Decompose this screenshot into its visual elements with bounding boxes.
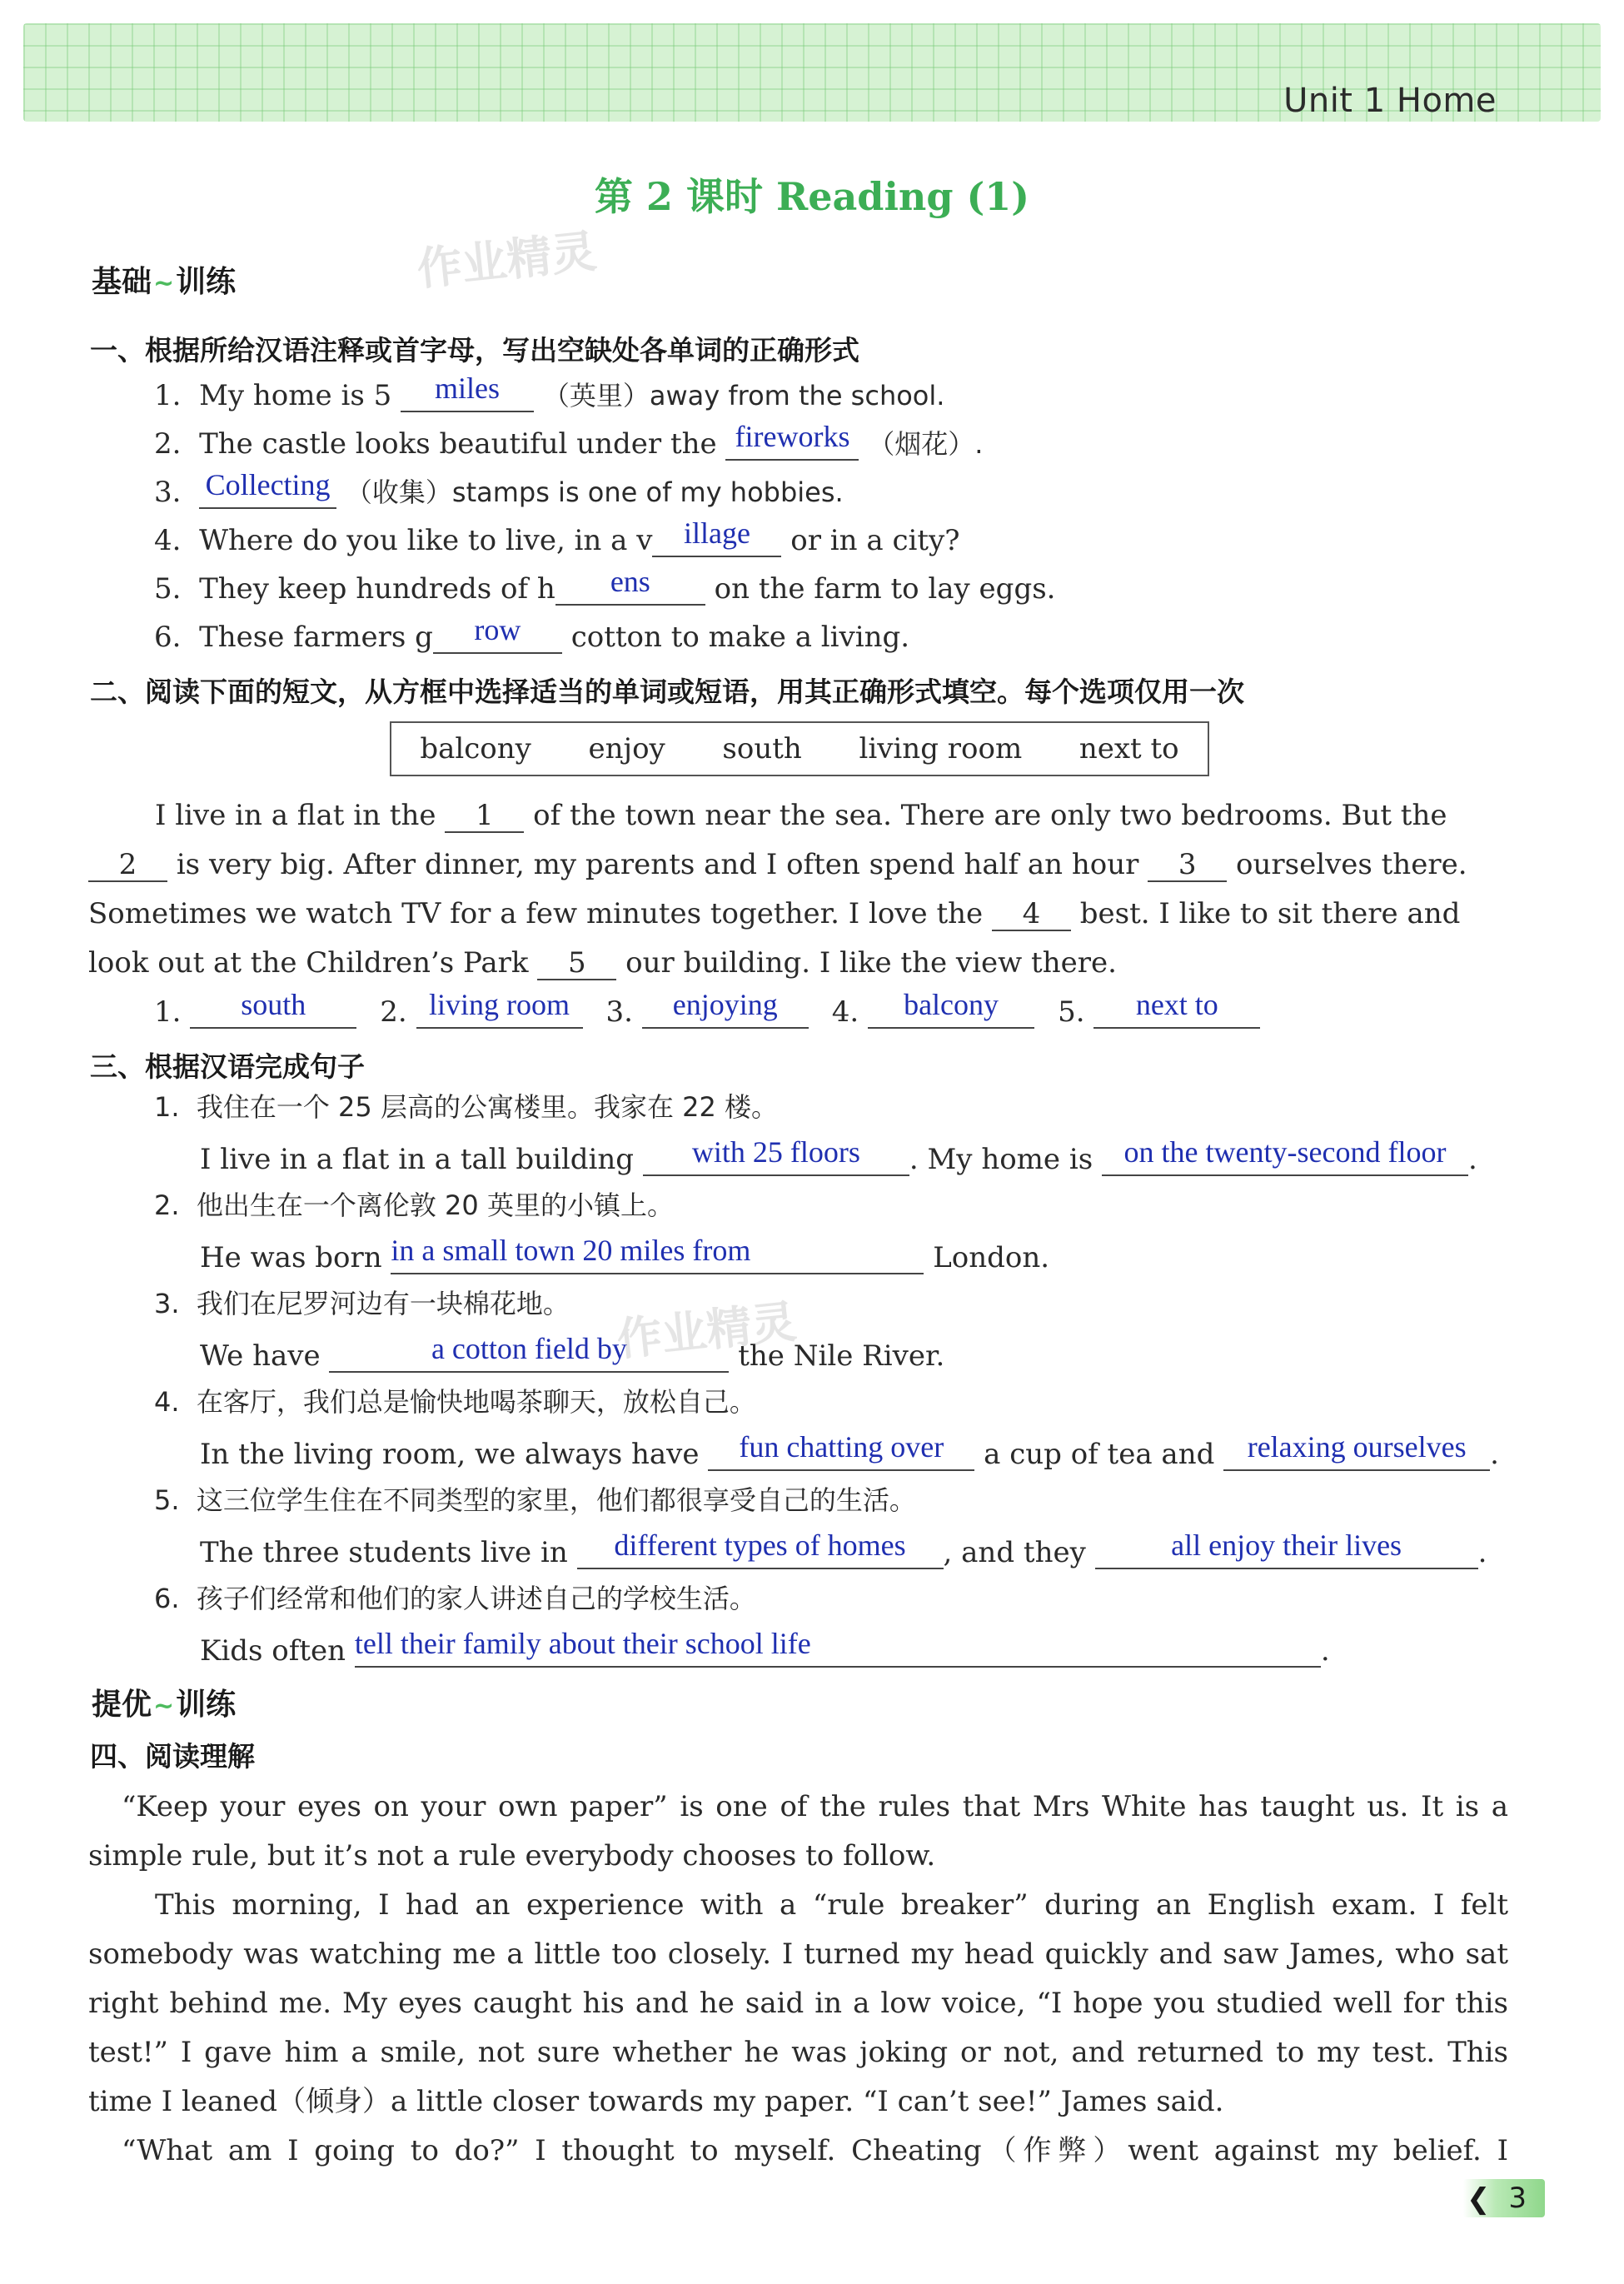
cloze-passage: I live in a flat in the 1 of the town near the sea. There are only two bedrooms. But the 2 is very big. After dinner, my parents and I often spend half an hour 3 ourselves there. Sometimes we watch TV for a few minutes together. I love the 4 best. I like to sit there and look out at the Children’s Park 5 our building. I like the view there. [88,799,1467,980]
answer-blank[interactable]: with 25 floors [643,1143,909,1176]
passage-line: simple rule, but it’s not a rule everybody chooses to follow. [88,1839,936,1873]
answer-blank[interactable]: miles [401,379,534,412]
reading-passage [88,1783,1508,2176]
answer-blank[interactable]: tell their family about their school life [355,1634,1321,1668]
part3-item-5-zh: 5. 这三位学生住在不同类型的家里，他们都很享受自己的生活。 [154,1484,916,1516]
basic-training-label: 基础~训练 [92,265,237,299]
answer-blank[interactable]: ens [555,572,705,606]
cloze-blank-5: 5 [537,947,616,980]
part1-item-6: 6. These farmers g row cotton to make a living. [154,613,910,654]
part2-heading: 二、阅读下面的短文，从方框中选择适当的单词或短语，用其正确形式填空。每个选项仅用一次 [90,676,1244,708]
passage-line: This morning, I had an experience with a “rule breaker” during an English exam. I felt [155,1888,1508,1922]
box-word: living room [859,732,1023,765]
part1-item-1: 1. My home is 5 miles （英里）away from the school. [154,372,945,412]
part3-item-3-en: We have a cotton field by the Nile River. [200,1332,945,1373]
answer-blank[interactable]: a cotton field by [329,1339,729,1373]
passage-line: time I leaned（倾身）a little closer towards my paper. “I can’t see!” James said. [88,2085,1224,2118]
unit-title: Unit 1 Home [1283,82,1497,120]
part3-item-6-en: Kids often tell their family about their school life . [200,1627,1330,1668]
answer-blank[interactable]: in a small town 20 miles from [391,1241,924,1274]
part1-heading: 一、根据所给汉语注释或首字母，写出空缺处各单词的正确形式 [90,334,859,367]
answer-blank[interactable]: row [433,621,562,654]
part3-item-1-zh: 1. 我住在一个 25 层高的公寓楼里。我家在 22 楼。 [154,1091,779,1123]
passage-line: test!” I gave him a smile, not sure whether he was joking or not, and returned to my test. This [88,2036,1508,2069]
box-word: next to [1079,732,1179,765]
watermark: 作业精灵 [614,1294,800,1367]
advanced-training-label: 提优~训练 [92,1688,237,1722]
part1-item-2: 2. The castle looks beautiful under the fireworks （烟花）. [154,420,984,461]
word-box [390,721,1209,776]
part3-item-2-en: He was born in a small town 20 miles from London. [200,1234,1050,1274]
answer-blank[interactable]: illage [652,524,781,557]
chevron-left-icon: ❮ [1467,2182,1491,2216]
cloze-blank-1: 1 [445,800,524,833]
answer-blank[interactable]: on the twenty-second floor [1102,1143,1468,1176]
answer-blank[interactable]: Collecting [199,476,336,509]
answer-blank[interactable]: south [190,995,356,1029]
page-number: 3 [1508,2182,1527,2215]
part3-heading: 三、根据汉语完成句子 [90,1050,365,1083]
box-word: south [722,732,802,765]
cloze-blank-3: 3 [1148,849,1227,882]
squiggle-icon: ~ [153,1692,175,1721]
part3-item-6-zh: 6. 孩子们经常和他们的家人讲述自己的学校生活。 [154,1583,756,1614]
answer-blank[interactable]: next to [1093,995,1260,1029]
watermark: 作业精灵 [414,224,600,297]
lesson-title: 第 2 课时 Reading (1) [594,174,1030,219]
answer-blank[interactable]: fun chatting over [708,1438,974,1471]
part3-item-4-en: In the living room, we always have fun chatting over a cup of tea and relaxing ourselves . [200,1430,1499,1471]
passage-line: right behind me. My eyes caught his and he said in a low voice, “I hope you studied well for this [88,1987,1508,2020]
cloze-blank-2: 2 [88,849,167,882]
cloze-blank-4: 4 [992,898,1071,931]
answer-blank[interactable]: balcony [868,995,1034,1029]
passage-line: “What am I going to do?” I thought to myself. Cheating（作弊）went against my belief. I [122,2134,1508,2167]
part3-item-3-zh: 3. 我们在尼罗河边有一块棉花地。 [154,1288,570,1319]
answer-blank[interactable]: enjoying [642,995,809,1029]
passage-line: somebody was watching me a little too closely. I turned my head quickly and saw James, who sat [88,1937,1508,1971]
part3-item-1-en: I live in a flat in a tall building with 25 floors . My home is on the twenty-second floor . [200,1135,1477,1176]
part3-item-4-zh: 4. 在客厅，我们总是愉快地喝茶聊天，放松自己。 [154,1386,756,1418]
squiggle-icon: ~ [153,269,175,298]
answer-blank[interactable]: living room [416,995,583,1029]
passage-line: “Keep your eyes on your own paper” is one of the rules that Mrs White has taught us. It is a [122,1790,1508,1823]
part1-item-4: 4. Where do you like to live, in a v illage or in a city? [154,516,960,557]
part3-item-2-zh: 2. 他出生在一个离伦敦 20 英里的小镇上。 [154,1189,674,1221]
page-number-badge [1463,2179,1545,2217]
answer-blank[interactable]: fireworks [725,427,859,461]
answer-blank[interactable]: all enjoy their lives [1095,1536,1478,1569]
part4-heading: 四、阅读理解 [90,1740,255,1773]
answer-blank[interactable]: different types of homes [577,1536,944,1569]
part2-answers: 1. south 2. living room 3. enjoying 4. balcony 5. next to [154,995,1487,1029]
box-word: enjoy [588,732,665,765]
box-word: balcony [420,732,531,765]
part1-item-3: 3. Collecting （收集）stamps is one of my hobbies. [154,468,844,509]
answer-blank[interactable]: relaxing ourselves [1223,1438,1490,1471]
part1-item-5: 5. They keep hundreds of h ens on the farm to lay eggs. [154,565,1056,606]
part3-item-5-en: The three students live in different types of homes , and they all enjoy their lives . [200,1528,1487,1569]
